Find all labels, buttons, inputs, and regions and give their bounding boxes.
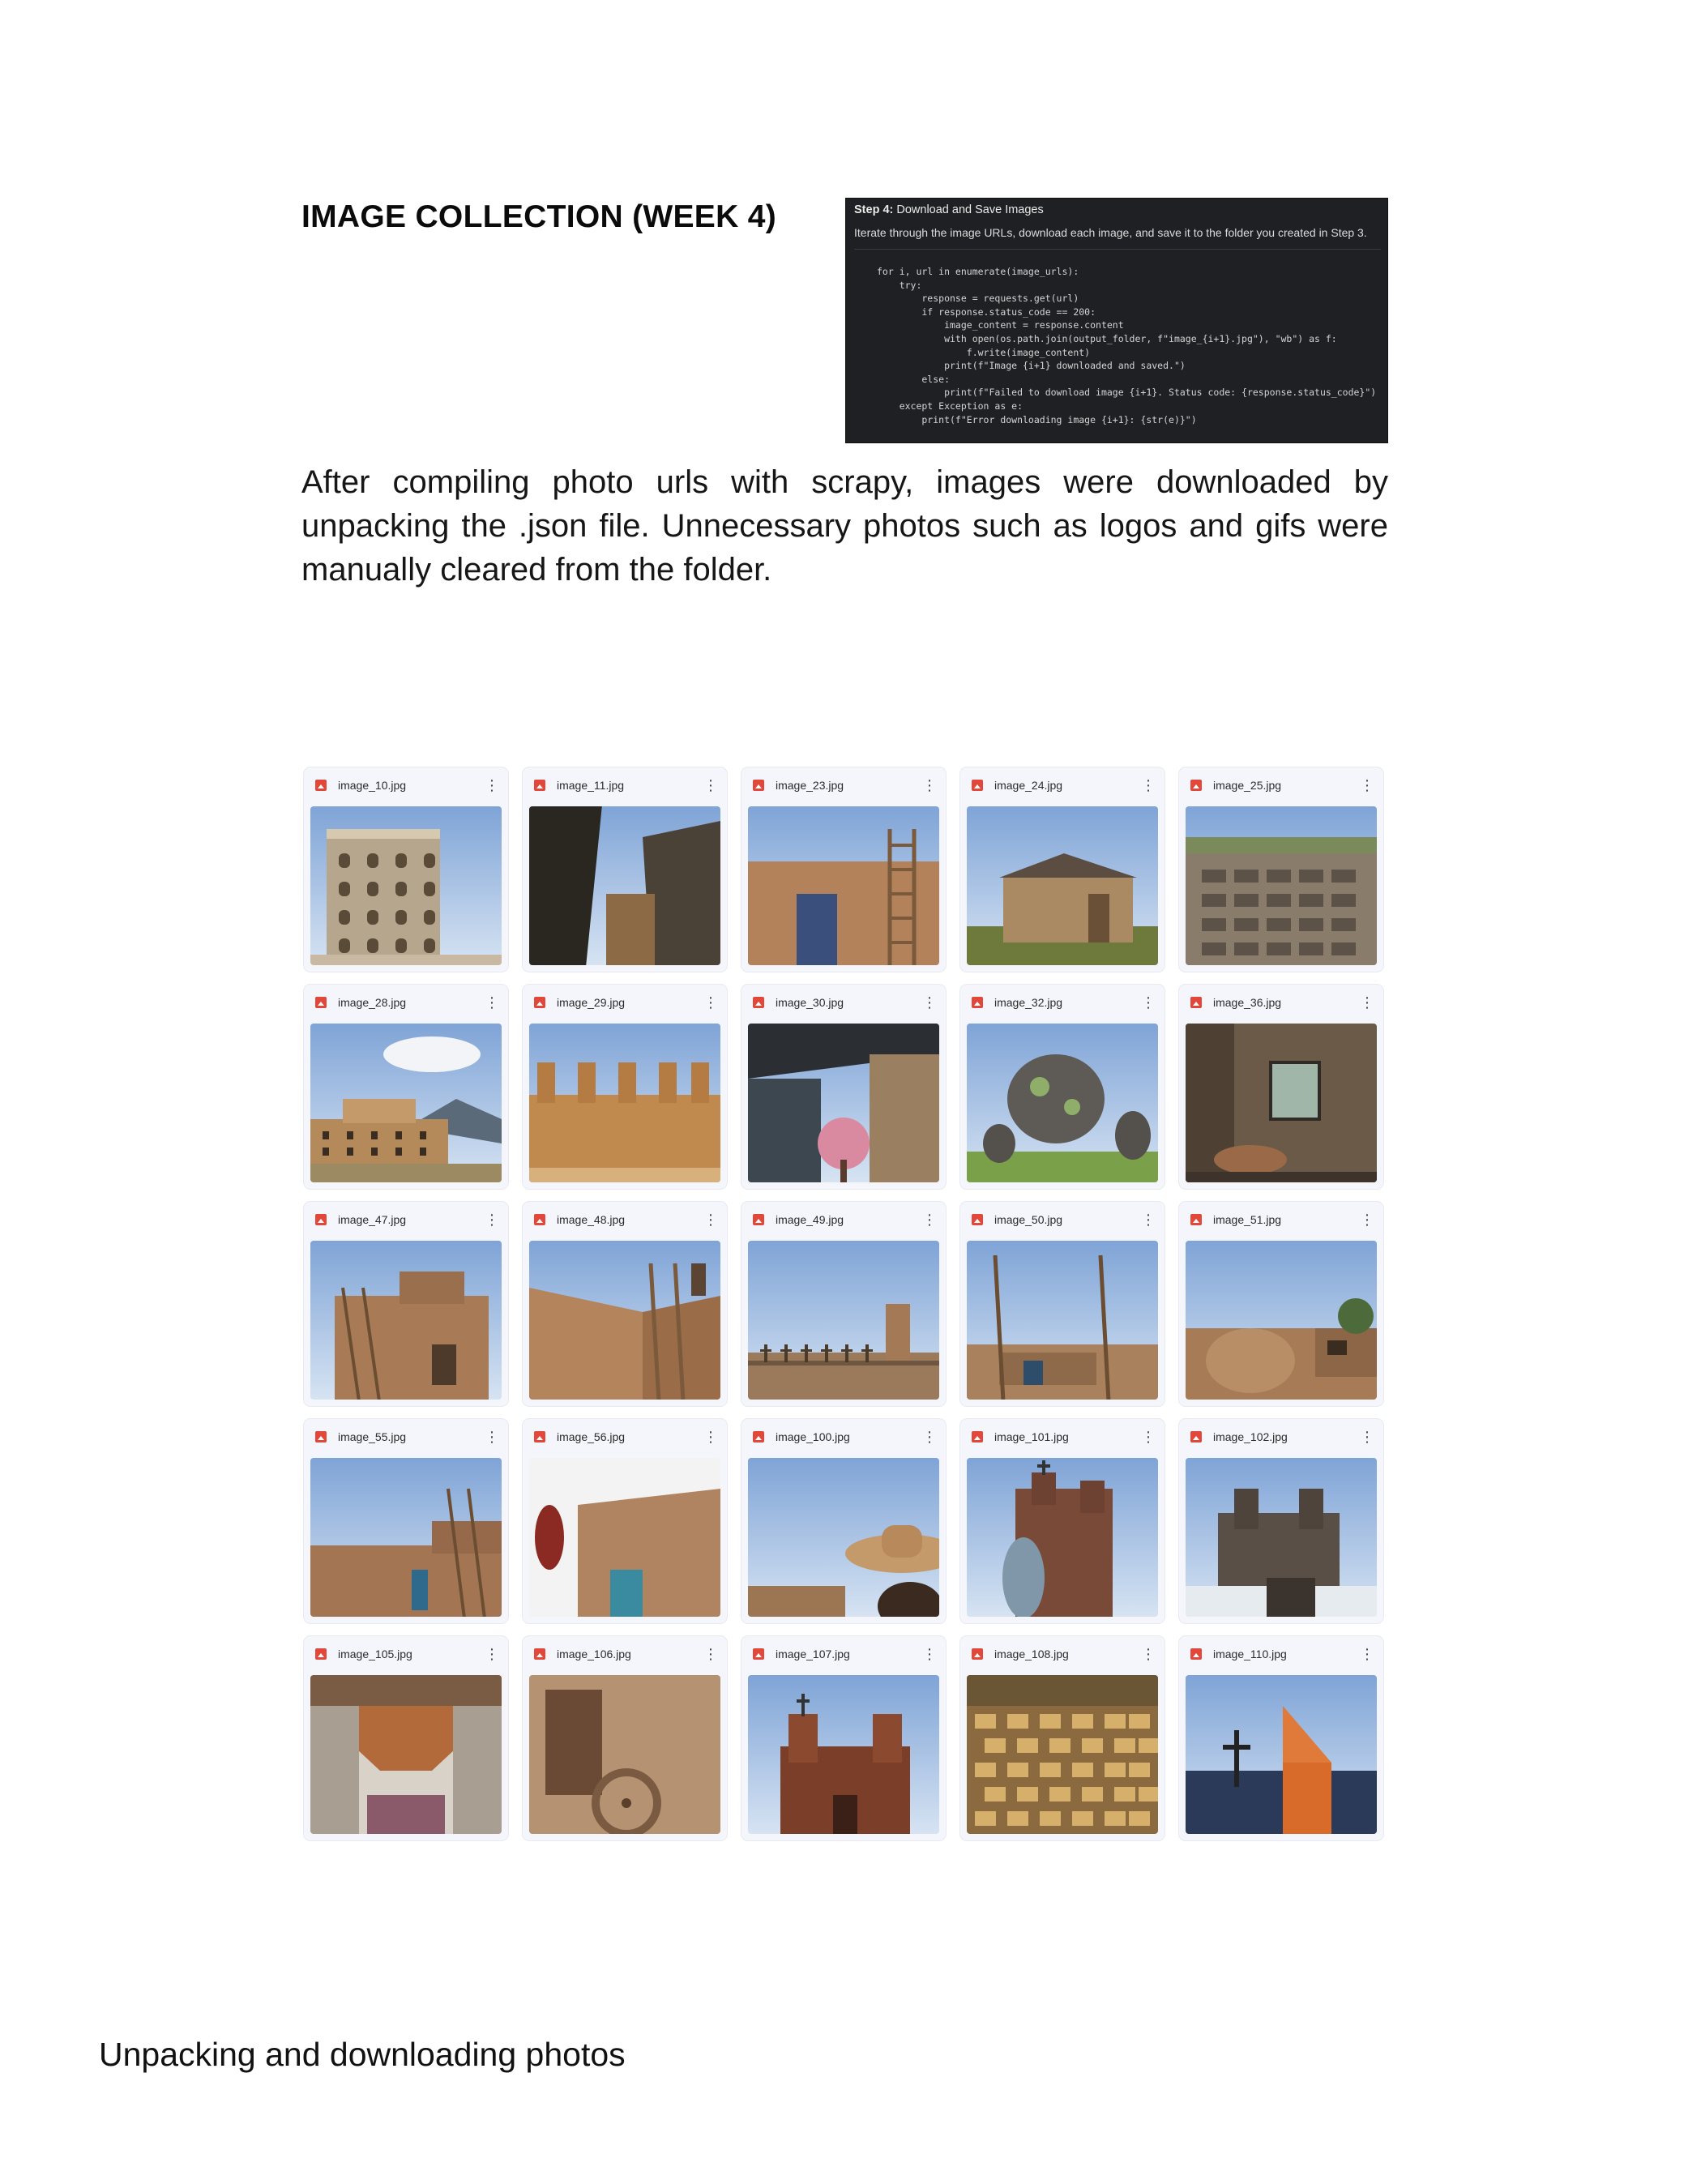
image-file-icon (534, 780, 545, 791)
file-thumbnail[interactable] (1186, 1675, 1377, 1834)
image-file-icon (534, 997, 545, 1008)
file-name: image_106.jpg (557, 1648, 631, 1660)
image-file-icon (534, 1431, 545, 1442)
thumbnail-image (748, 1241, 939, 1400)
more-options-icon[interactable]: ⋮ (703, 1429, 717, 1445)
thumbnail-image (310, 806, 502, 965)
file-card[interactable] (741, 1419, 946, 1623)
file-name: image_47.jpg (338, 1213, 407, 1226)
file-name: image_48.jpg (557, 1213, 626, 1226)
file-card[interactable] (1179, 1202, 1383, 1406)
code-step-description: Iterate through the image URLs, download each image, and save it to the folder you created in Step 3. (854, 226, 1367, 239)
image-file-icon (315, 997, 327, 1008)
file-card-header (304, 1202, 508, 1237)
code-divider (854, 249, 1381, 250)
more-options-icon[interactable]: ⋮ (1141, 1646, 1155, 1662)
file-thumbnail[interactable] (310, 806, 502, 965)
file-card[interactable] (960, 985, 1165, 1189)
thumbnail-image (1186, 1024, 1377, 1182)
thumbnail-image (967, 1241, 1158, 1400)
file-card-header (960, 1419, 1165, 1455)
file-card[interactable] (960, 767, 1165, 972)
file-thumbnail[interactable] (529, 1024, 720, 1182)
thumbnail-image (529, 1458, 720, 1617)
file-thumbnail[interactable] (748, 1675, 939, 1834)
file-card[interactable] (523, 1636, 727, 1840)
file-name: image_49.jpg (776, 1213, 844, 1226)
file-name: image_32.jpg (994, 996, 1063, 1009)
image-file-icon (315, 1431, 327, 1442)
more-options-icon[interactable]: ⋮ (485, 1429, 498, 1445)
file-name: image_55.jpg (338, 1430, 407, 1443)
file-card-header (304, 1636, 508, 1672)
file-card-header (1179, 1419, 1383, 1455)
thumbnail-image (529, 1241, 720, 1400)
file-thumbnail[interactable] (967, 1675, 1158, 1834)
file-card[interactable] (741, 767, 946, 972)
more-options-icon[interactable]: ⋮ (922, 1646, 936, 1662)
file-name: image_11.jpg (557, 779, 625, 792)
file-card-header (1179, 767, 1383, 803)
more-options-icon[interactable]: ⋮ (485, 777, 498, 793)
thumbnail-image (529, 1675, 720, 1834)
file-card[interactable] (304, 1636, 508, 1840)
file-thumbnail[interactable] (748, 806, 939, 965)
file-card[interactable] (960, 1419, 1165, 1623)
file-card[interactable] (304, 1419, 508, 1623)
file-card[interactable] (1179, 1419, 1383, 1623)
file-card-header (741, 1419, 946, 1455)
file-thumbnail[interactable] (748, 1241, 939, 1400)
more-options-icon[interactable]: ⋮ (922, 1212, 936, 1228)
image-file-icon (972, 780, 983, 791)
file-name: image_24.jpg (994, 779, 1063, 792)
thumbnail-image (748, 1024, 939, 1182)
thumbnail-image (529, 1024, 720, 1182)
thumbnail-image (967, 1024, 1158, 1182)
image-file-icon (1190, 1431, 1202, 1442)
file-card[interactable] (960, 1636, 1165, 1840)
image-file-icon (1190, 1648, 1202, 1660)
more-options-icon[interactable]: ⋮ (485, 994, 498, 1011)
file-card-header (304, 1419, 508, 1455)
file-card[interactable] (523, 985, 727, 1189)
file-thumbnail[interactable] (748, 1024, 939, 1182)
image-file-icon (753, 1431, 764, 1442)
thumbnail-image (310, 1241, 502, 1400)
file-card[interactable] (523, 1419, 727, 1623)
thumbnail-image (310, 1024, 502, 1182)
thumbnail-image (967, 806, 1158, 965)
file-card-header (1179, 985, 1383, 1020)
page-heading: IMAGE COLLECTION (WEEK 4) (301, 199, 776, 234)
file-thumbnail[interactable] (529, 1241, 720, 1400)
image-file-icon (315, 1214, 327, 1225)
more-options-icon[interactable]: ⋮ (1141, 994, 1155, 1011)
code-step-text: Download and Save Images (896, 203, 1044, 216)
file-card-header (304, 985, 508, 1020)
body-paragraph: After compiling photo urls with scrapy, images were downloaded by unpacking the .json file. Unnecessary photos such as logos and gifs were manually cleared from the folder. (301, 464, 1388, 588)
thumbnail-image (748, 806, 939, 965)
image-file-icon (315, 1648, 327, 1660)
image-file-icon (534, 1214, 545, 1225)
file-thumbnail[interactable] (529, 806, 720, 965)
more-options-icon[interactable]: ⋮ (1360, 1429, 1374, 1445)
file-name: image_36.jpg (1213, 996, 1282, 1009)
file-name: image_110.jpg (1213, 1648, 1287, 1660)
thumbnail-image (967, 1458, 1158, 1617)
thumbnail-image (310, 1675, 502, 1834)
file-card-header (1179, 1636, 1383, 1672)
file-name: image_108.jpg (994, 1648, 1069, 1660)
image-file-icon (315, 780, 327, 791)
file-card[interactable] (1179, 1636, 1383, 1840)
file-name: image_23.jpg (776, 779, 844, 792)
more-options-icon[interactable]: ⋮ (703, 1212, 717, 1228)
file-card[interactable] (304, 985, 508, 1189)
file-card-header (741, 985, 946, 1020)
more-options-icon[interactable]: ⋮ (703, 1646, 717, 1662)
file-card[interactable] (523, 1202, 727, 1406)
file-card-header (741, 1636, 946, 1672)
thumbnail-image (1186, 1675, 1377, 1834)
file-card[interactable] (960, 1202, 1165, 1406)
more-options-icon[interactable]: ⋮ (485, 1212, 498, 1228)
file-name: image_50.jpg (994, 1213, 1063, 1226)
thumbnail-image (310, 1458, 502, 1617)
file-thumbnail[interactable] (310, 1024, 502, 1182)
file-card[interactable] (1179, 767, 1383, 972)
image-file-icon (753, 1648, 764, 1660)
thumbnail-image (748, 1675, 939, 1834)
file-thumbnail[interactable] (310, 1675, 502, 1834)
thumbnail-image (748, 1458, 939, 1617)
file-thumbnail[interactable] (1186, 806, 1377, 965)
more-options-icon[interactable]: ⋮ (1141, 1212, 1155, 1228)
more-options-icon[interactable]: ⋮ (1360, 994, 1374, 1011)
page-caption: Unpacking and downloading photos (99, 2036, 626, 2073)
image-file-icon (972, 1648, 983, 1660)
file-name: image_105.jpg (338, 1648, 412, 1660)
file-card-header (960, 985, 1165, 1020)
file-card-header (960, 1636, 1165, 1672)
image-file-icon (1190, 997, 1202, 1008)
more-options-icon[interactable]: ⋮ (1141, 1429, 1155, 1445)
image-file-icon (1190, 780, 1202, 791)
file-thumbnail[interactable] (967, 1458, 1158, 1617)
file-name: image_56.jpg (557, 1430, 626, 1443)
image-file-icon (972, 997, 983, 1008)
file-card[interactable] (1179, 985, 1383, 1189)
file-card-header (523, 1419, 727, 1455)
image-file-icon (753, 997, 764, 1008)
code-step-label: Step 4: (854, 203, 894, 216)
file-thumbnail[interactable] (1186, 1458, 1377, 1617)
file-card-header (960, 1202, 1165, 1237)
more-options-icon[interactable]: ⋮ (922, 994, 936, 1011)
more-options-icon[interactable]: ⋮ (1360, 1212, 1374, 1228)
more-options-icon[interactable]: ⋮ (1141, 777, 1155, 793)
file-name: image_29.jpg (557, 996, 626, 1009)
file-thumbnail[interactable] (1186, 1241, 1377, 1400)
image-file-icon (972, 1214, 983, 1225)
file-card[interactable] (304, 1202, 508, 1406)
thumbnail-image (1186, 806, 1377, 965)
file-thumbnail[interactable] (748, 1458, 939, 1617)
code-block: for i, url in enumerate(image_urls): try: response = requests.get(url) if response.status_code == 200: image_content = response.content with open(os.path.join(output_folder, f"image_{i+1}.jpg"), "wb") as f: f.write(image_content) print(f"Image {i+1} downloaded and saved.") else: print(f"Failed to download image {i+1}. Status code: {response.status_code}") except Exception as e: print(f"Error downloading image {i+1}: {str(e)}") (877, 266, 1377, 425)
file-name: image_107.jpg (776, 1648, 850, 1660)
file-name: image_51.jpg (1213, 1213, 1282, 1226)
file-name: image_100.jpg (776, 1430, 850, 1443)
more-options-icon[interactable]: ⋮ (485, 1646, 498, 1662)
file-name: image_10.jpg (338, 779, 407, 792)
more-options-icon[interactable]: ⋮ (922, 777, 936, 793)
file-card-header (523, 1636, 727, 1672)
file-card[interactable] (523, 767, 727, 972)
file-card-header (523, 767, 727, 803)
more-options-icon[interactable]: ⋮ (1360, 1646, 1374, 1662)
file-card[interactable] (741, 985, 946, 1189)
file-card-header (1179, 1202, 1383, 1237)
thumbnail-image (967, 1675, 1158, 1834)
file-card-header (523, 985, 727, 1020)
more-options-icon[interactable]: ⋮ (1360, 777, 1374, 793)
file-card-header (523, 1202, 727, 1237)
file-thumbnail[interactable] (967, 1241, 1158, 1400)
file-thumbnail[interactable] (529, 1675, 720, 1834)
file-thumbnail[interactable] (967, 806, 1158, 965)
more-options-icon[interactable]: ⋮ (703, 994, 717, 1011)
file-card[interactable] (741, 1202, 946, 1406)
file-name: image_102.jpg (1213, 1430, 1288, 1443)
file-card[interactable] (741, 1636, 946, 1840)
file-grid (304, 767, 1383, 1840)
file-thumbnail[interactable] (529, 1458, 720, 1617)
file-card-header (960, 767, 1165, 803)
file-card-header (741, 1202, 946, 1237)
more-options-icon[interactable]: ⋮ (922, 1429, 936, 1445)
file-card[interactable] (304, 767, 508, 972)
file-thumbnail[interactable] (1186, 1024, 1377, 1182)
file-card-header (741, 767, 946, 803)
file-name: image_28.jpg (338, 996, 407, 1009)
file-thumbnail[interactable] (967, 1024, 1158, 1182)
file-card-header (304, 767, 508, 803)
thumbnail-image (1186, 1241, 1377, 1400)
code-screenshot (845, 198, 1388, 443)
file-name: image_25.jpg (1213, 779, 1282, 792)
thumbnail-image (1186, 1458, 1377, 1617)
file-thumbnail[interactable] (310, 1458, 502, 1617)
thumbnail-image (529, 806, 720, 965)
code-step-title (854, 203, 1044, 216)
image-file-icon (753, 1214, 764, 1225)
image-file-icon (534, 1648, 545, 1660)
more-options-icon[interactable]: ⋮ (703, 777, 717, 793)
image-file-icon (972, 1431, 983, 1442)
file-name: image_101.jpg (994, 1430, 1069, 1443)
image-file-icon (753, 780, 764, 791)
image-file-icon (1190, 1214, 1202, 1225)
file-thumbnail[interactable] (310, 1241, 502, 1400)
file-name: image_30.jpg (776, 996, 844, 1009)
